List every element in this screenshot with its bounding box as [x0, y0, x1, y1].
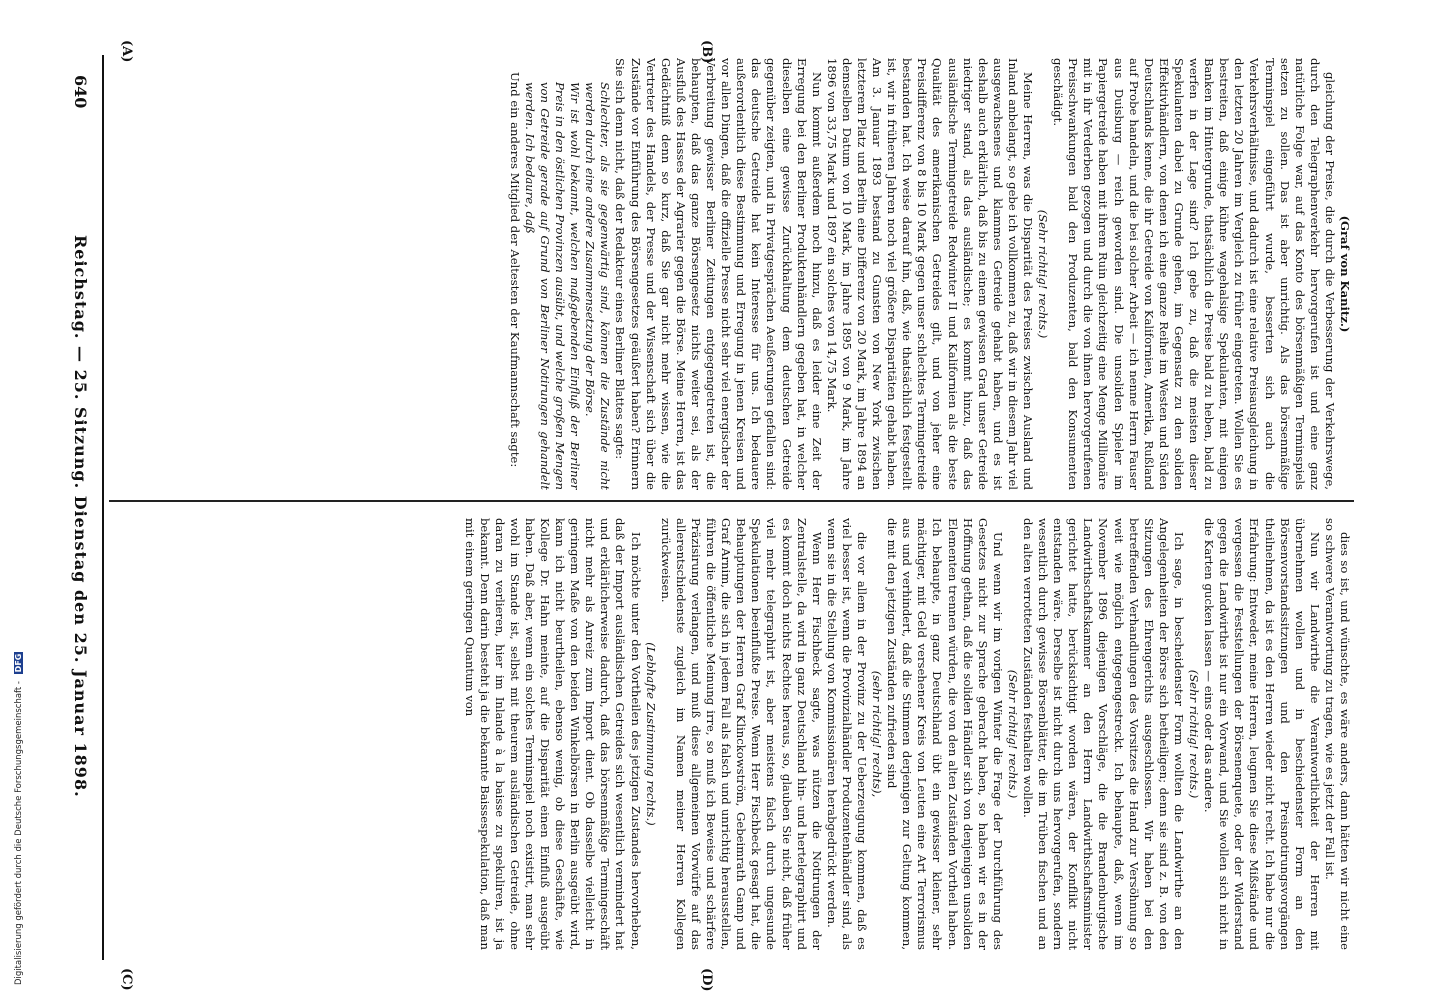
- margin-marker-a: (A): [119, 40, 134, 63]
- paragraph: dies so ist, und wünschte, es wäre anders, dann hätten wir nicht eine so schwere Verantwortung zu tragen, wie es jetzt der Fall ist.: [1322, 518, 1352, 950]
- page-header: [66, 75, 96, 955]
- interjection: (sehr richtig! rechts),: [870, 670, 885, 798]
- header-rule: [102, 55, 104, 960]
- page-title: Reichstag. — 25. Sitzung. Dienstag den 25. Januar 1898.: [71, 235, 90, 798]
- digitization-footer: [2, 0, 24, 1000]
- paragraph: Ich möchte unter den Vortheilen des jetzigen Zustandes hervorheben, daß der Import ausländischen Getreides sich wesentlich vermindert hat und erklärlicherweise dadurch, daß das börsenmäßige Termingeschäft nicht mehr als Anreiz zum Import dient. Ob dasselbe vielleicht in geringem Maße von den beiden Winkelbörsen in Berlin ausgeübt wird, kann ich nicht beurtheilen, ebenso wenig, ob diese Geschäfte, wie Kollege Dr. Hahn meinte, auf die Disparität einen Einfluß ausgeübt haben. Daß aber, wenn ein solches Terminspiel noch existirt, man sehr wohl im Stande ist, selbst mit theurem ausländischen Getreide, ohne daran zu verlieren, hier im Inlande à la baisse zu spekuliren, ist ja bekannt. Denn darin besteht ja die bekannte Baissespekulation, daß man mit einem geringen Quantum von: [462, 518, 643, 950]
- paragraph: Ich sage, in bescheidenster Form wollten die Landwirthe an den Angelegenheiten der Börse sich betheiligen; denn sie sind z. B. von den Sitzungen des Ehrengerichts ausgeschlossen. Wir haben bei den betreffenden Verhandlungen des Vorsitzes die Hand zur Versöhnung so weit wie möglich entgegengestreckt. Ich behaupte, daß, wenn im November 1896 diejenigen Vorschläge, die die Brandenburgische Landwirthschaftskammer an den Herrn Landwirthschaftsminister gerichtet hatte, berücksichtigt worden wären, der Konflikt nicht entstanden wäre. Derselbe ist nicht durch uns hervorgerufen, sondern wesentlich durch gewisse Börsenblätter, die im Trüben fischen und an den alten verrotteten Zuständen festhalten wollen.: [1021, 518, 1186, 950]
- interjection: (Sehr richtig! rechts.): [1036, 209, 1051, 339]
- quotation: Wir ist wohl bekannt, welchen maßgebenden Einfluß der Berliner Preis in den östlichen Provinzen ausübt, und welche großen Mengen von Getreide gerade auf Grund von Berliner Notirungen gehandelt werden. Ich bedaure, daß: [522, 82, 583, 490]
- speaker-name: (Graf von Kanitz.): [1338, 215, 1352, 333]
- paragraph: die vor allem in der Provinz zu der Ueberzeugung kommen, daß es viel besser ist, wenn die Provinzialhändler Produzentenhändler sind, als wenn sie in die Stellung von Kommissionären herabgedrückt werden.: [824, 518, 869, 950]
- interjection: (Lebhafte Zustimmung rechts.): [643, 642, 658, 826]
- interjection: (Sehr richtig! rechts.): [1187, 669, 1202, 799]
- right-text-column: [117, 518, 1352, 950]
- paragraph: Und ein anderes Mitglied der Aeltesten der Kaufmannschaft sagte:: [507, 72, 522, 468]
- margin-marker-d: (D): [699, 968, 714, 992]
- column-divider: [109, 500, 1354, 502]
- paragraph: Und wenn wir im vorigen Winter die Frage der Durchführung des Gesetzes nicht zur Sprache gebracht haben, so haben wir es in der Hoffnung gethan, daß die soliden Händler sich von denjenigen unsoliden Elementen trennen würden, die von den alten Zuständen Vortheil haben. Ich behaupte, in ganz Deutschland übt ein gewisser kleiner, sehr mächtiger, mit Geld versehener Kreis von Leuten eine Art Terrorismus aus und verhindert, daß die Stimmen derjenigen zur Geltung kommen, die mit den jetzigen Zuständen zufrieden sind: [885, 518, 1005, 950]
- dfg-logo: DFG: [14, 653, 23, 673]
- paragraph: Meine Herren, was die Disparität des Preises zwischen Ausland und Inland anbelangt, so gebe ich vollkommen zu, daß wir in diesem Jahr viel ausgewachsenes und klammes Getreide gehabt haben, und es ist deshalb auch erklärlich, daß bis zu einem gewissen Grad unser Getreide niedriger stand, als das ausländische; es kommt hinzu, daß das ausländische Termingetreide Redwinter II und Kalifornien als die beste Qualität des amerikanischen Getreides gilt, und von jeher eine Preisdifferenz von 8 bis 10 Mark gegen unser schlechtes Termingetreide bestanden hat. Ich weise darauf hin, daß, wie thatsächlich festgestellt ist, wir in früheren Jahren noch viel größere Disparitäten gehabt haben. Am 3. Januar 1893 bestand zu Gunsten von New York zwischen letzterem Platz und Berlin eine Differenz von 20 Mark, im Jahre 1894 an demselben Datum von 10 Mark, im Jahre 1895 von 9 Mark, im Jahre 1896 von 33,75 Mark und 1897 ein solches von 14,75 Mark.: [824, 58, 1036, 490]
- quotation: Schlechter, als sie gegenwärtig sind, können die Zustände nicht werden durch eine andere Zusammensetzung der Börse.: [583, 82, 613, 490]
- page-number: 640: [71, 75, 90, 109]
- footer-credit: Digitalisierung gefördert durch die Deutsche Forschungsgemeinschaft -: [14, 681, 24, 985]
- paragraph: Wenn Herr Fischbeck sagte, was nützen die Notirungen der Zentralstelle, da wird in ganz Deutschland hin- und hertelegraphirt und es kommt doch nichts Rechtes heraus, so, glauben Sie nicht, daß früher viel mehr telegraphirt ist, aber meistens falsch durch ungesunde Spekulationen beeinflußte Preise. Wenn Herr Fischbeck gesagt hat, die Behauptungen der Herren Graf Klinckowström, Gebeimrath Gamp und Graf Arnim, die sich in jedem Fall als falsch und unrichtig herausstellen, führen die öffentliche Meinung irre, so muß ich Beweise und schärfere Präzisirung verlangen, und muß diese allgemeinen Vorwürfe auf das allerentschiedenste zugleich im Namen meiner Herren Kollegen zurückweisen.: [658, 518, 824, 950]
- paragraph: gleichung der Preise, die durch die Verbesserung der Verkehrswege, durch den Telegraphenverkehr hervorgerufen ist und eine ganz natürliche Folge war, auf das Konto des börsenmäßigen Terminspiels setzen zu sollen. Das ist aber unrichtig. Als das börsenmäßige Terminspiel eingeführt wurde, besserten sich auch die Verkehrsverhältnisse, und dadurch ist eine relative Preisausgleichung in den letzten 20 Jahren im Vergleich zu früher eingetreten. Wollen Sie es bestreiten, daß einige kühne wagehalsige Spekulanten, mit einigen Banken im Hintergrunde, thatsächlich die Preise bald zu heben, bald zu werfen in der Lage sind? Ich gebe zu, daß die meisten dieser Spekulanten dabei zu Grunde gehen, im Gegensatz zu den soliden Effektivhändlern, von denen ich eine ganze Reihe im Westen und Süden Deutschlands kenne, die ihr Getreide von Kalifornien, Amerika, Rußland auf Probe handeln, und die bei solcher Arbeit — ich nenne Herrn Fauser aus Duisburg — reich geworden sind. Die unsoliden Spieler im Papiergetreide haben mit ihrem Ruin gleichzeitig eine Menge Millionäre mit in ihr Verderben gezogen und durch die von ihnen hervorgerufenen Preisschwankungen bald den Produzenten, bald den Konsumenten geschädigt.: [1051, 58, 1337, 490]
- margin-marker-c: (C): [119, 968, 134, 991]
- left-text-column: [117, 58, 1352, 490]
- paragraph: Nun wir Landwirthe die Verantwortlichkeit der Herren mit übernehmen wollen und in beschiedenster Form an den Börsenvorstandssitzungen und den Preisnotirungsvorgängen theilnehmen, da ist es den Herren wieder nicht recht. Ich habe nur die Erfahrung: Entweder, meine Herren, leugnen Sie diese Mißstände und vergessen die Feststellungen der Börsenenquete, oder der Widerstand gegen die Landwirthe ist nur ein Vorwand, und Sie wollen sich nicht in die Karten gucken lassen — eins oder das andere.: [1202, 518, 1322, 950]
- margin-marker-b: (B): [699, 40, 714, 64]
- interjection: (Sehr richtig! rechts.): [1005, 669, 1020, 799]
- paragraph: Nun kommt außerdem noch hinzu, daß es leider eine Zeit der Erregung bei den Berliner Produktenhändlern gegeben hat, in welcher dieselben eine gewisse Zurückhaltung dem deutschen Getreide gegenüber zeigten, und in Privatgesprächen Aeußerungen gefallen sind: das deutsche Getreide hat kein Interesse für uns. Ich bedauere außerordentlich diese Bestimmung und Erregung in jenen Kreisen und vor allen Dingen, daß die offizielle Presse nicht sehr viel energischer der Verbreitung gewisser Berliner Zeitungen entgegengetreten ist, die behaupten, daß das ganze Börsengesetz nichts weiter sei, als der Ausfluß des Hasses der Agrarier gegen die Börse. Meine Herren, ist das Gedächtniß denn so kurz, daß Sie gar nicht mehr wissen, wie die Vertreter des Handels, der Presse und der Wissenschaft sich über die Zustände vor Einführung des Börsengesetzes geäußert haben? Erinnern Sie sich denn nicht, daß der Redakteur eines Berliner Blattes sagte:: [613, 58, 824, 490]
